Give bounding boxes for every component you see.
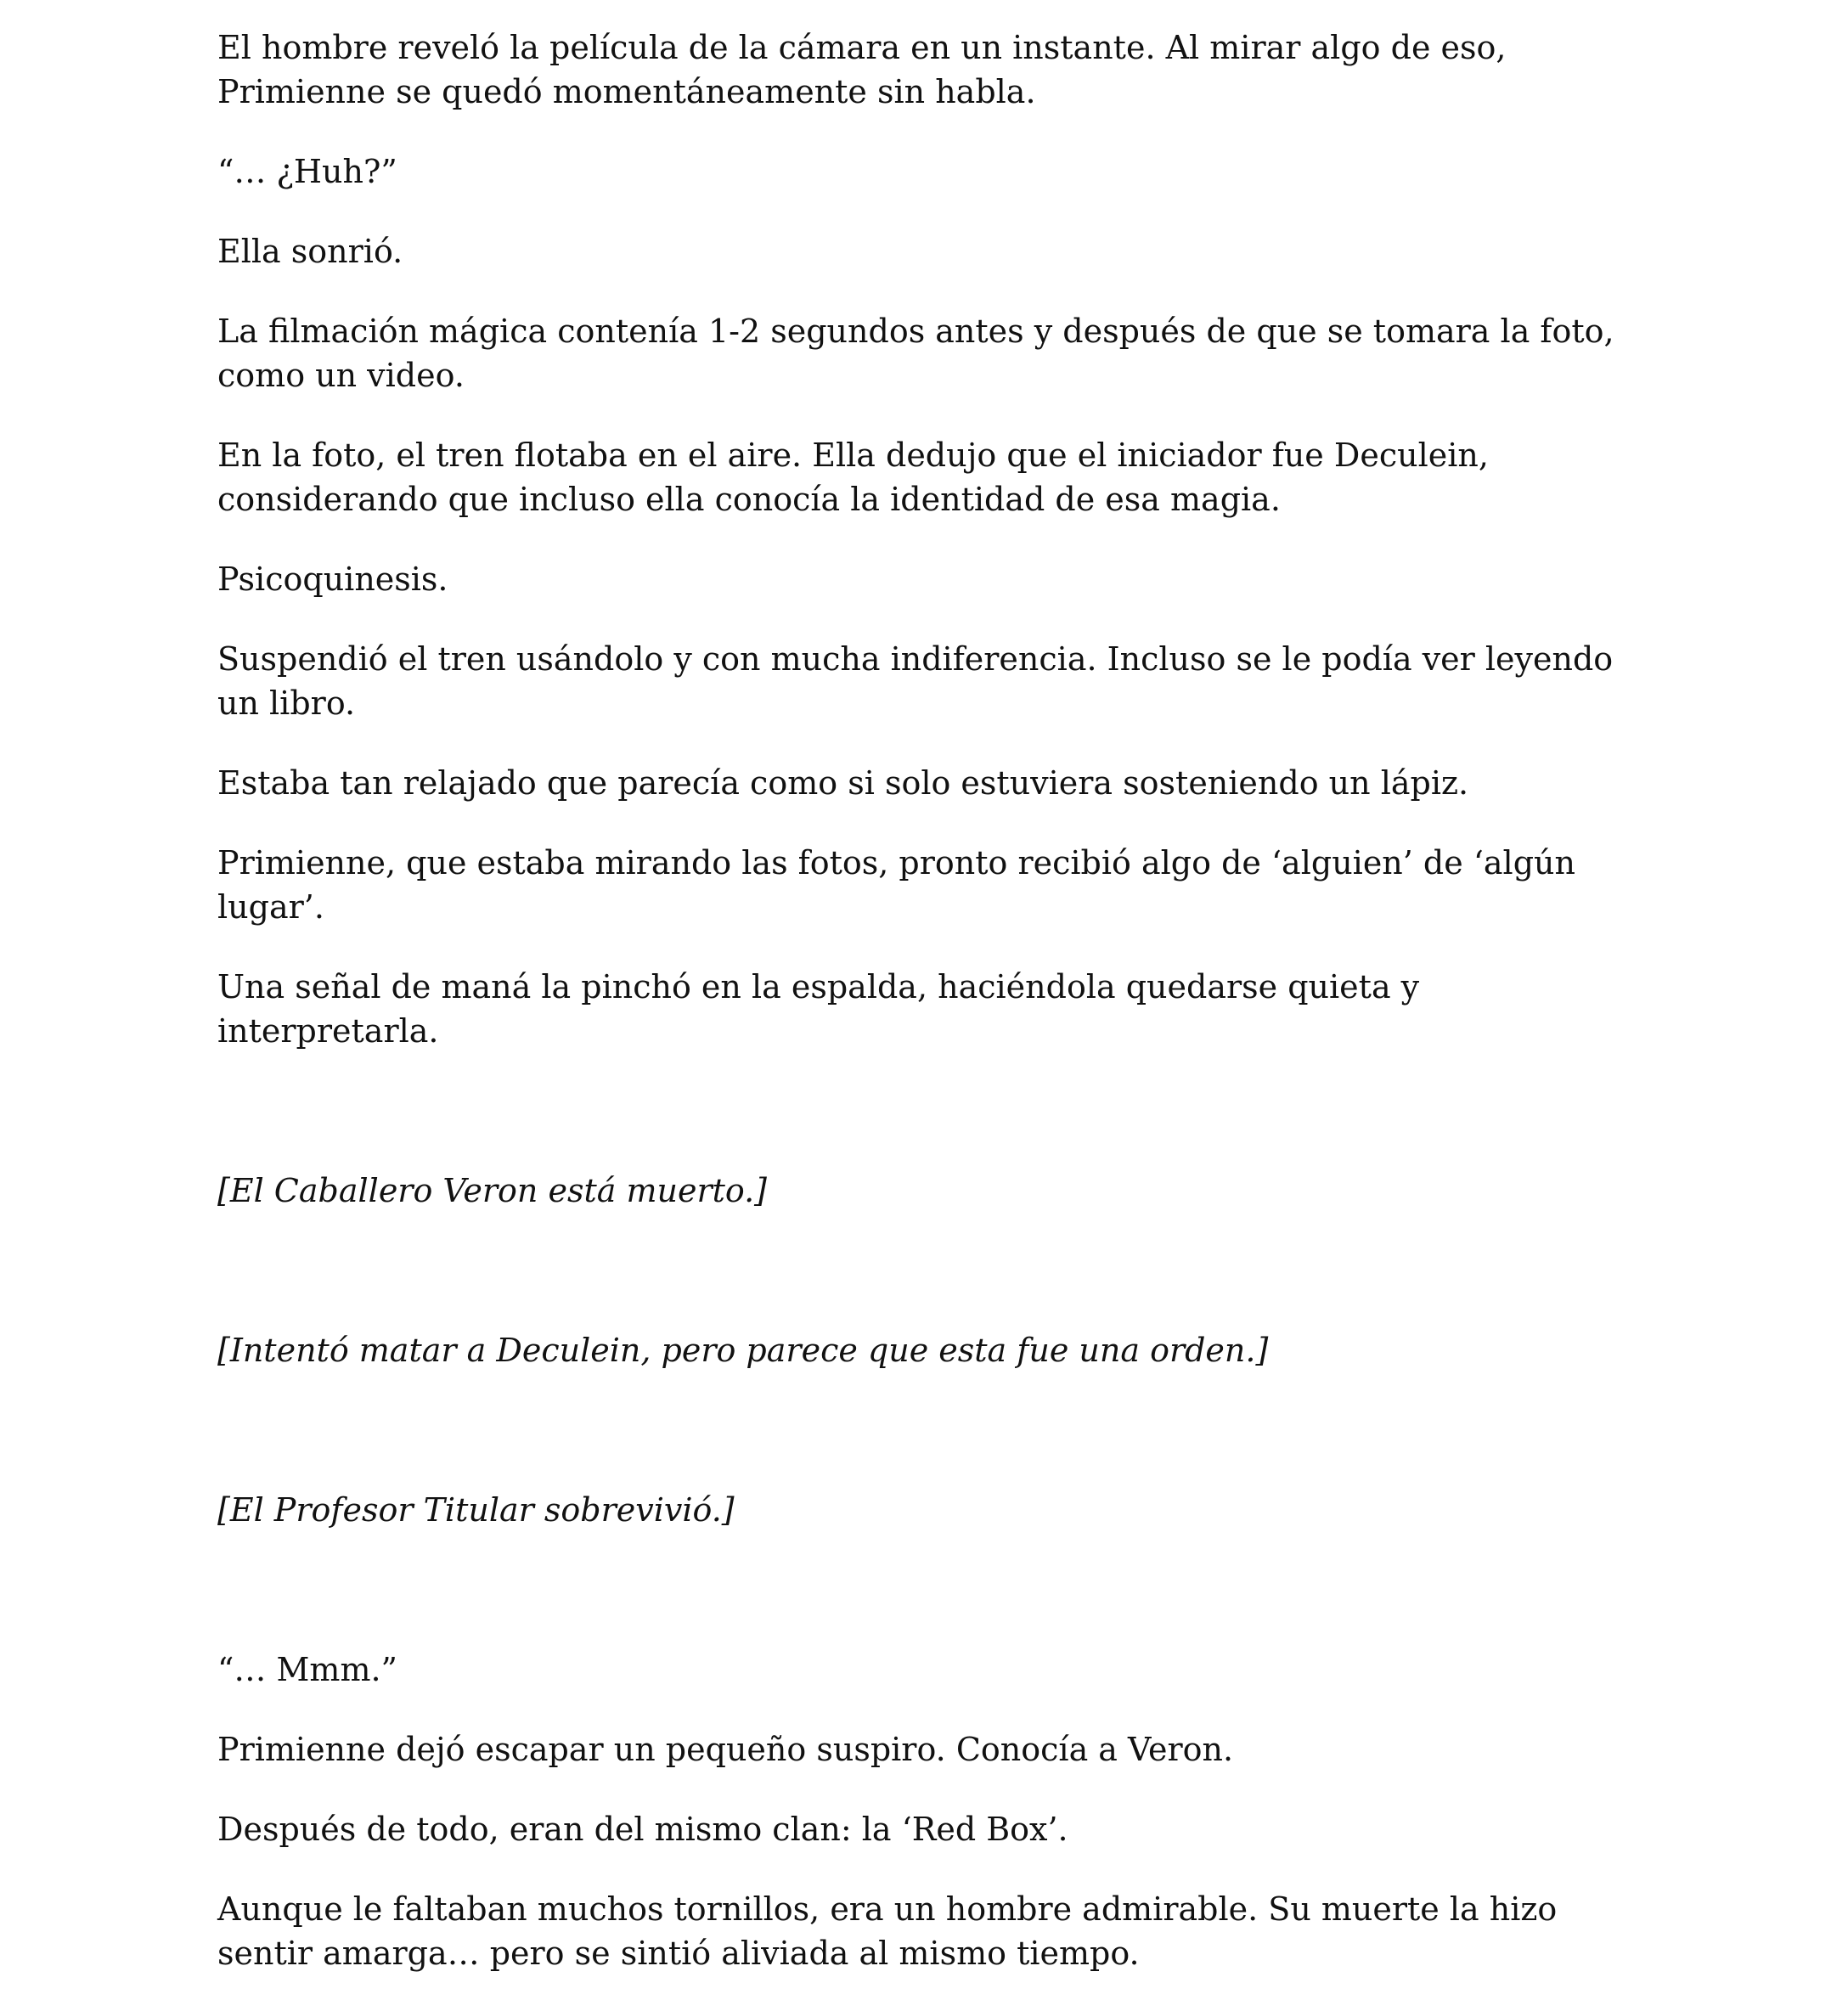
paragraph: Estaba tan relajado que parecía como si solo estuviera sosteniendo un lápiz. — [217, 764, 1469, 802]
paragraph: En la foto, el tren flotaba en el aire. Ella dedujo que el iniciador fue Deculein, considerando que incluso ella conocía la identidad de esa magia. — [217, 437, 1489, 518]
spacer — [217, 1248, 1644, 1328]
paragraph: El hombre reveló la película de la cámara en un instante. Al mirar algo de eso, Primienne se quedó momentáneamente sin habla. — [217, 29, 1507, 110]
document-page — [217, 25, 1644, 2011]
paragraph: Psicoquinesis. — [217, 560, 448, 598]
spacer — [217, 1568, 1644, 1648]
italic-message: [Intentó matar a Deculein, pero parece que esta fue una orden.] — [217, 1332, 1269, 1369]
paragraph: Aunque le faltaban muchos tornillos, era un hombre admirable. Su muerte la hizo sentir amarga… pero se sintió aliviada al mismo tiempo. — [217, 1890, 1558, 1972]
italic-message: [El Profesor Titular sobrevivió.] — [217, 1491, 735, 1529]
paragraph: Ella sonrió. — [217, 233, 403, 270]
spacer — [217, 1408, 1644, 1488]
paragraph: Después de todo, eran del mismo clan: la ‘Red Box’. — [217, 1811, 1068, 1848]
paragraph: Suspendió el tren usándolo y con mucha indiferencia. Incluso se le podía ver leyendo un libro. — [217, 640, 1614, 722]
paragraph: “… ¿Huh?” — [217, 153, 397, 190]
paragraph: Una señal de maná la pinchó en la espalda, haciéndola quedarse quieta y interpretarla. — [217, 968, 1420, 1050]
paragraph: “… Mmm.” — [217, 1651, 397, 1688]
paragraph: Primienne, que estaba mirando las fotos, pronto recibió algo de ‘alguien’ de ‘algún lugar’. — [217, 844, 1575, 926]
paragraph: La filmación mágica contenía 1-2 segundos antes y después de que se tomara la foto, como un video. — [217, 313, 1614, 394]
spacer — [217, 1089, 1644, 1169]
paragraph: Primienne dejó escapar un pequeño suspiro. Conocía a Veron. — [217, 1731, 1234, 1768]
italic-message: [El Caballero Veron está muerto.] — [217, 1172, 768, 1209]
